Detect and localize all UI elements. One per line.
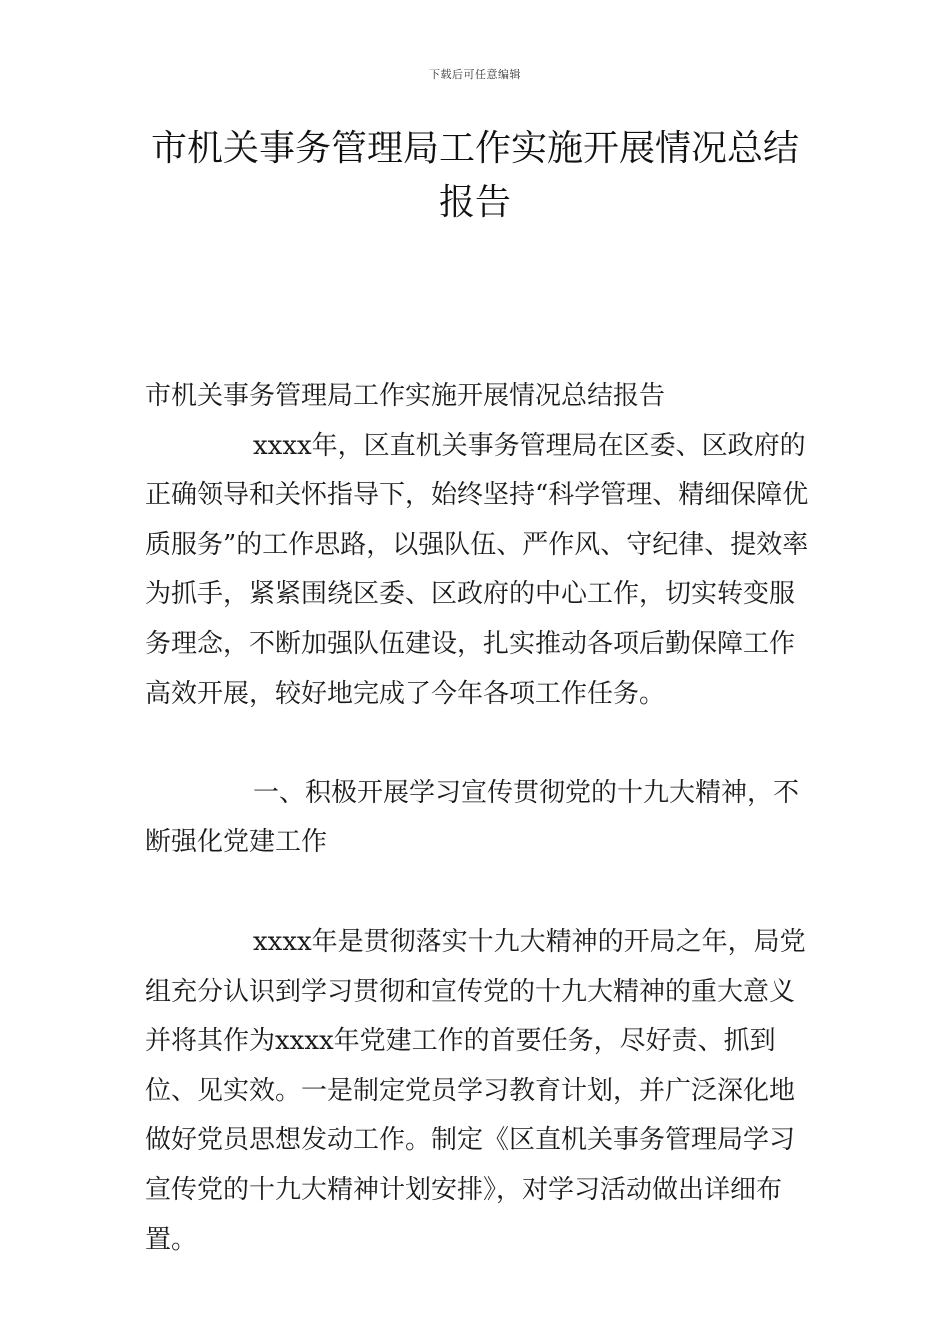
intro-paragraph: xxxx年，区直机关事务管理局在区委、区政府的正确领导和关怀指导下，始终坚持“科学管理、精细保障优质服务”的工作思路，以强队伍、严作风、守纪律、提效率为抓手，紧紧围绕区委、区政府的中心工作，切实转变服务理念，不断加强队伍建设，扎实推动各项后勤保障工作高效开展，较好地完成了今年各项工作任务。 xyxy=(145,430,809,709)
document-subtitle: 市机关事务管理局工作实施开展情况总结报告 xyxy=(145,381,666,411)
page-header-note: 下载后可任意编辑 xyxy=(429,68,521,81)
paragraph-spacer xyxy=(145,719,815,769)
section-heading: 一、积极开展学习宣传贯彻党的十九大精神，不断强化党建工作 xyxy=(145,777,800,858)
paragraph-spacer xyxy=(145,868,815,918)
document-body xyxy=(145,372,815,1265)
section-paragraph: xxxx年是贯彻落实十九大精神的开局之年，局党组充分认识到学习贯彻和宣传党的十九大精神的重大意义并将其作为xxxx年党建工作的首要任务，尽好责、抓到位、见实效。一是制定党员学习教育计划，并广泛深化地做好党员思想发动工作。制定《区直机关事务管理局学习宣传党的十九大精神计划安排》，对学习活动做出详细布置。 xyxy=(145,926,806,1255)
document-title: 市机关事务管理局工作实施开展情况总结报告 xyxy=(150,128,799,223)
